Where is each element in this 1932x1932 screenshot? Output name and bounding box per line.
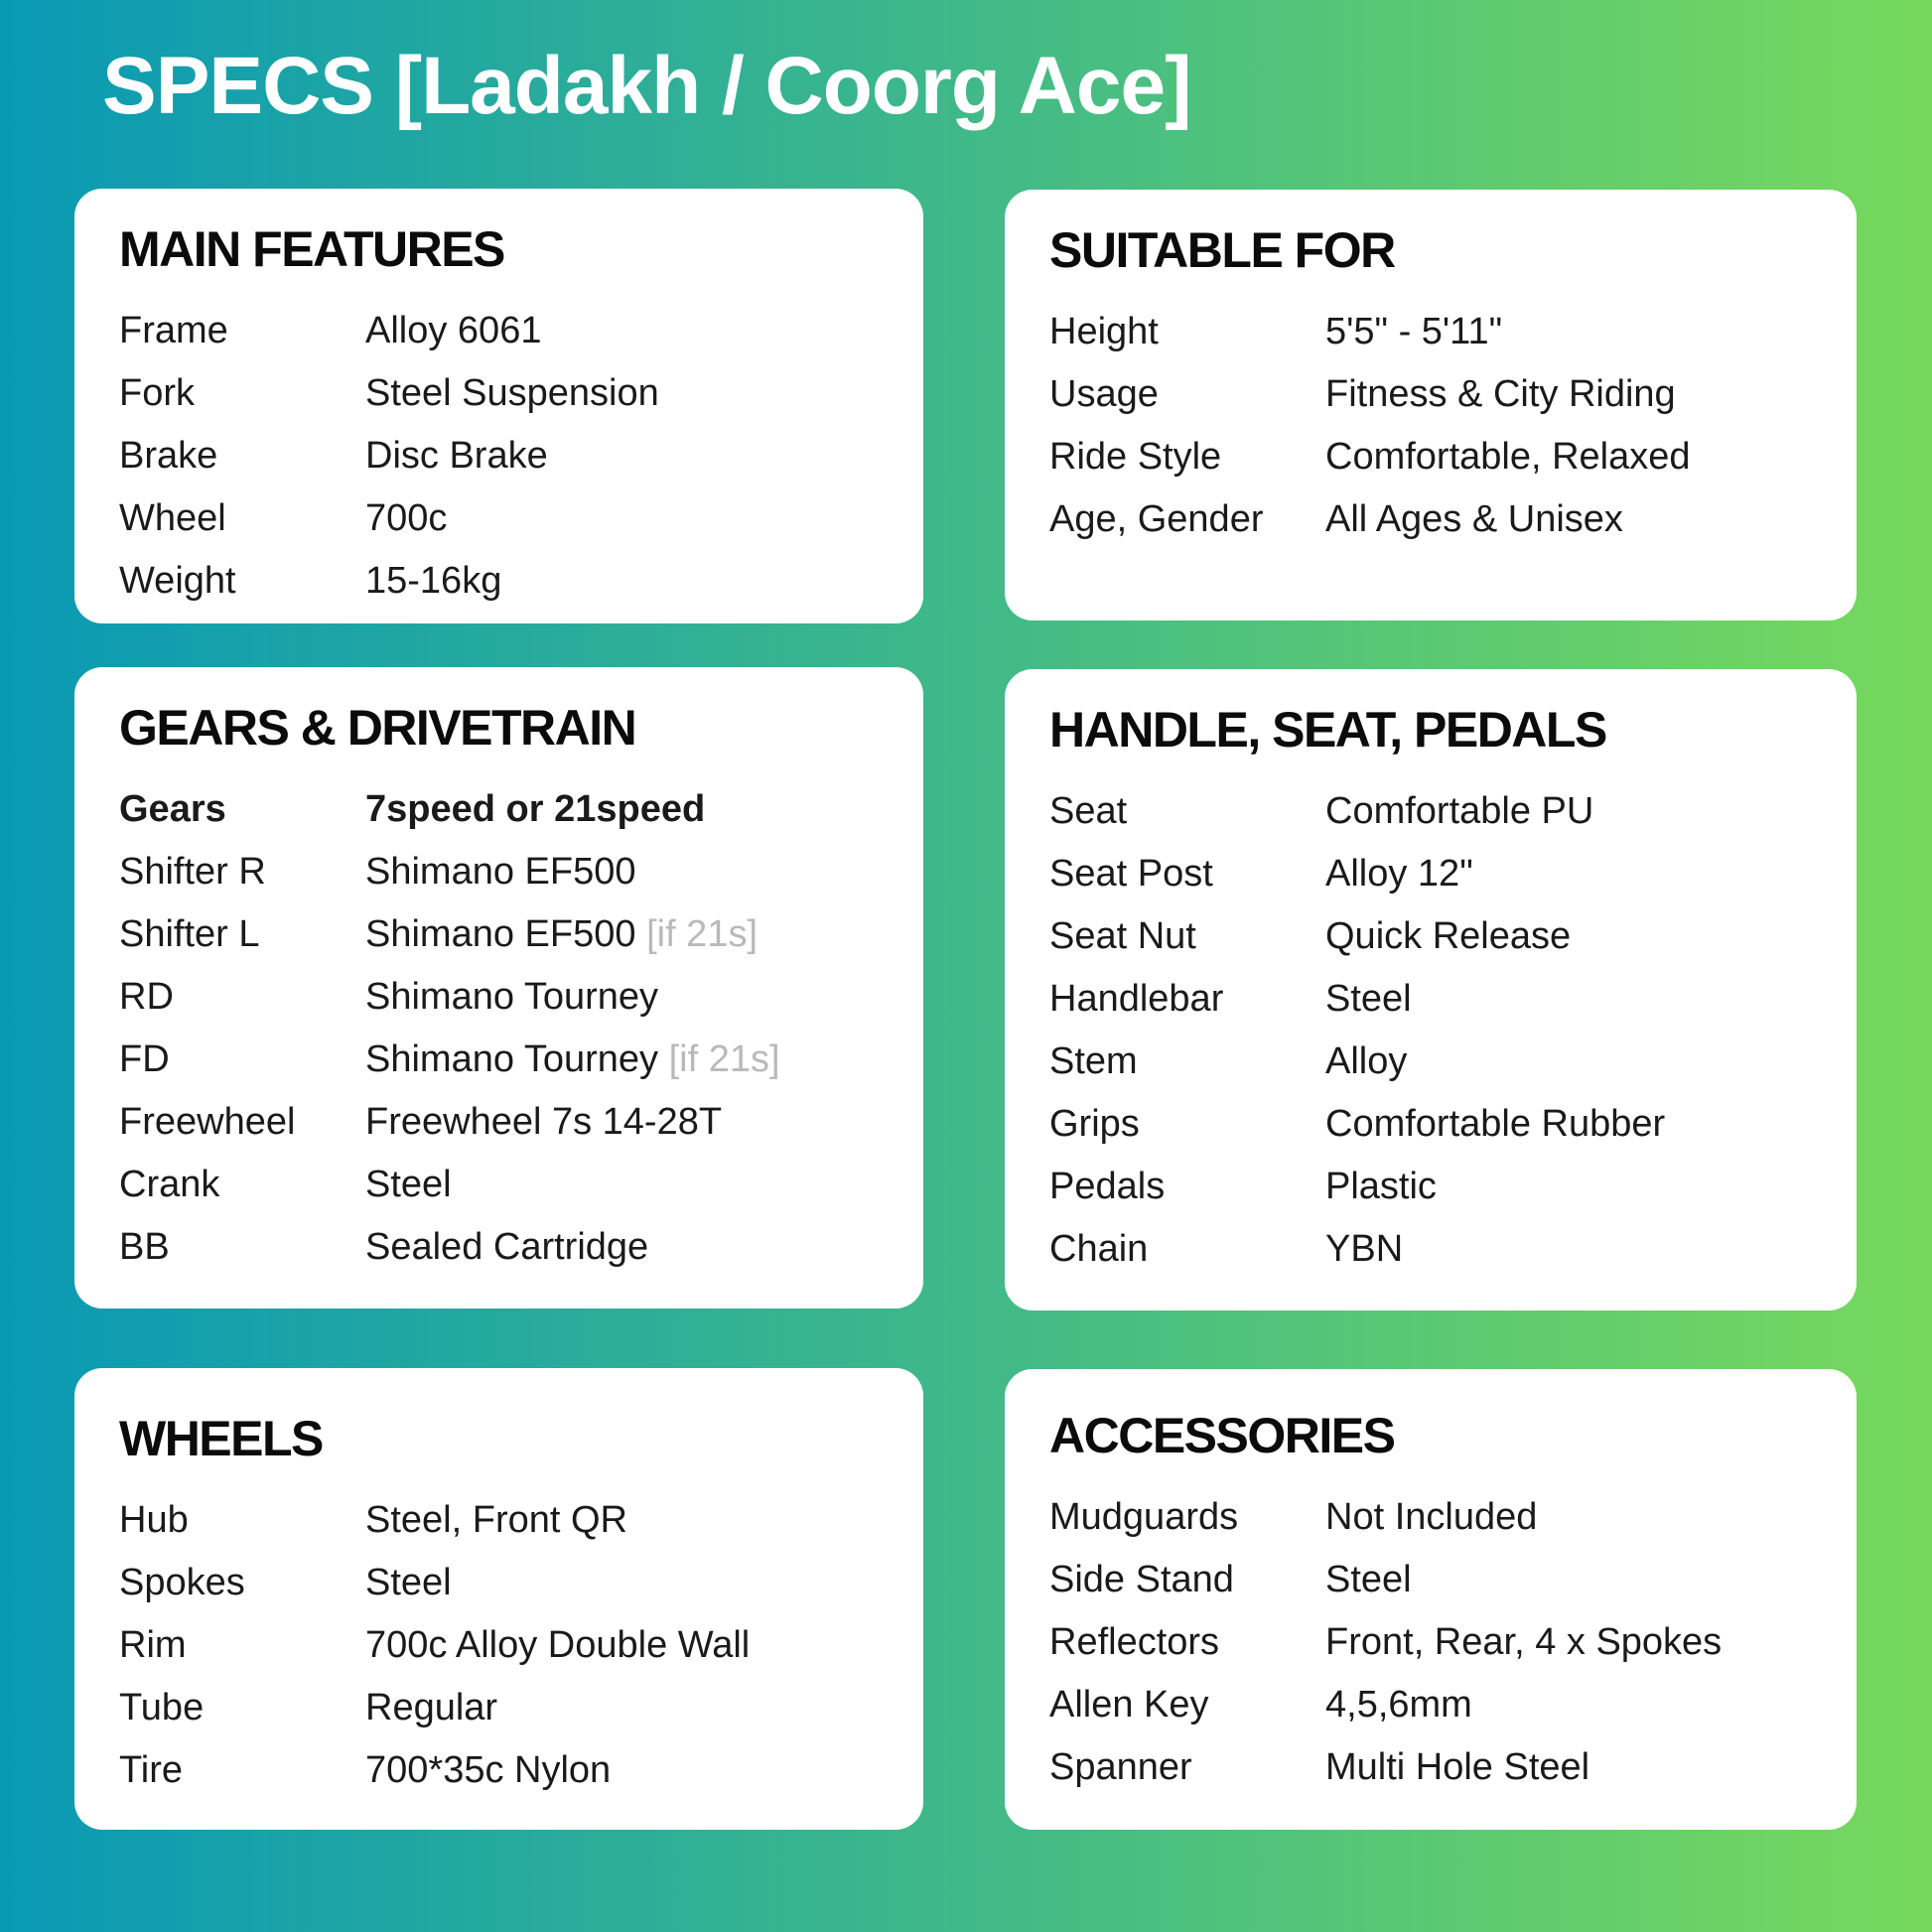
spec-value-note: [if 21s] [646,912,759,955]
spec-value [365,1100,884,1143]
spec-value-text: Steel [365,1163,452,1205]
spec-label: Spokes [119,1561,245,1603]
spec-row [1049,904,1817,967]
spec-label: Shifter R [119,850,266,893]
spec-row [119,1215,884,1278]
spec-value [365,850,884,893]
spec-row [119,1738,884,1801]
spec-value-text: Shimano EF500 [365,850,636,893]
spec-row [119,965,884,1028]
spec-value-text: Freewheel 7s 14-28T [365,1100,723,1143]
spec-value-text: Comfortable PU [1325,789,1594,832]
spec-value [365,1748,884,1791]
spec-value [365,1686,884,1728]
spec-row [1049,967,1817,1030]
spec-label: RD [119,975,174,1018]
spec-value-text: Plastic [1325,1165,1437,1207]
spec-value [365,371,884,414]
spec-value-text: 4,5,6mm [1325,1683,1472,1725]
spec-label: Hub [119,1498,189,1541]
spec-row [119,902,884,965]
spec-value-text: Steel Suspension [365,371,659,414]
spec-value [1325,1102,1817,1145]
spec-label: Side Stand [1049,1558,1234,1600]
spec-row [119,1028,884,1090]
spec-label: Spanner [1049,1745,1192,1788]
spec-row [119,777,884,840]
spec-value [365,975,884,1018]
spec-row [1049,1030,1817,1092]
spec-label: Age, Gender [1049,497,1264,540]
spec-value [1325,789,1817,832]
card-title: ACCESSORIES [1049,1408,1395,1463]
spec-value-text: Fitness & City Riding [1325,372,1676,415]
spec-value-text: Quick Release [1325,914,1572,957]
spec-value-text: 700*35c Nylon [365,1748,612,1791]
spec-value-text: Alloy 12" [1325,852,1473,895]
spec-label: Chain [1049,1227,1149,1270]
spec-value [1325,1227,1817,1270]
spec-card [74,1368,923,1830]
spec-row [1049,300,1817,362]
spec-row [1049,1485,1817,1548]
spec-rows [119,1488,884,1801]
spec-value [365,1163,884,1205]
spec-label: Usage [1049,372,1159,415]
spec-label: Gears [119,787,226,830]
spec-value [1325,1620,1817,1663]
spec-row [1049,1548,1817,1610]
card-title: GEARS & DRIVETRAIN [119,700,636,756]
spec-value [365,1623,884,1666]
spec-row [1049,1092,1817,1155]
spec-value-text: Comfortable Rubber [1325,1102,1666,1145]
spec-value [365,912,884,955]
spec-value-text: 15-16kg [365,559,502,602]
spec-row [119,840,884,902]
spec-label: Allen Key [1049,1683,1209,1725]
spec-value [1325,372,1817,415]
spec-label: Freewheel [119,1100,296,1143]
spec-value-text: Steel [1325,977,1412,1020]
spec-row [119,361,884,424]
spec-row [119,1090,884,1153]
spec-value-text: 7speed or 21speed [365,787,706,830]
spec-row [119,299,884,361]
spec-value-text: Not Included [1325,1495,1538,1538]
spec-row [1049,1217,1817,1280]
spec-value-note: [if 21s] [668,1037,780,1080]
spec-label: Weight [119,559,236,602]
spec-label: Seat Post [1049,852,1213,895]
spec-rows [1049,779,1817,1280]
spec-value [1325,1558,1817,1600]
spec-value-text: Shimano Tourney [365,1037,659,1080]
spec-value [1325,497,1817,540]
spec-row [119,1613,884,1676]
spec-rows [119,299,884,612]
spec-card [74,667,923,1309]
spec-label: Tube [119,1686,205,1728]
spec-label: Seat [1049,789,1128,832]
spec-card [1005,669,1857,1311]
spec-value [1325,1039,1817,1082]
spec-label: FD [119,1037,170,1080]
spec-row [119,549,884,612]
spec-label: Stem [1049,1039,1138,1082]
spec-row [119,1676,884,1738]
spec-label: Frame [119,309,228,351]
spec-label: Wheel [119,496,226,539]
spec-value-text: Shimano EF500 [365,912,636,955]
spec-value [1325,310,1817,352]
spec-value [1325,852,1817,895]
spec-label: Height [1049,310,1159,352]
spec-label: Crank [119,1163,220,1205]
spec-label: Reflectors [1049,1620,1220,1663]
spec-card [1005,190,1857,621]
spec-row [1049,362,1817,425]
spec-row [1049,779,1817,842]
spec-value-text: All Ages & Unisex [1325,497,1623,540]
spec-value [365,1498,884,1541]
spec-card [1005,1369,1857,1830]
spec-value-text: Steel [1325,1558,1412,1600]
spec-label: BB [119,1225,170,1268]
spec-row [119,424,884,486]
spec-label: Shifter L [119,912,260,955]
spec-row [119,1153,884,1215]
spec-label: Ride Style [1049,435,1222,478]
spec-value [1325,1495,1817,1538]
spec-value [365,1561,884,1603]
page-title: SPECS [Ladakh / Coorg Ace] [102,41,1191,131]
spec-value [1325,914,1817,957]
card-title: WHEELS [119,1411,323,1466]
spec-row [1049,1155,1817,1217]
spec-value-text: Front, Rear, 4 x Spokes [1325,1620,1723,1663]
spec-value-text: Comfortable, Relaxed [1325,435,1691,478]
spec-label: Handlebar [1049,977,1224,1020]
spec-value-text: Steel, Front QR [365,1498,627,1541]
spec-row [1049,1673,1817,1735]
spec-value-text: Shimano Tourney [365,975,659,1018]
spec-row [1049,487,1817,550]
spec-value-text: Alloy 6061 [365,309,542,351]
spec-row [1049,842,1817,904]
spec-value-text: 5'5" - 5'11" [1325,310,1503,352]
spec-label: Seat Nut [1049,914,1196,957]
spec-label: Fork [119,371,195,414]
spec-label: Rim [119,1623,187,1666]
spec-row [1049,425,1817,487]
spec-value [365,434,884,477]
spec-value [365,1037,884,1080]
spec-value-text: Disc Brake [365,434,548,477]
spec-value-text: Alloy [1325,1039,1408,1082]
spec-label: Grips [1049,1102,1140,1145]
card-title: SUITABLE FOR [1049,222,1395,278]
spec-value-text: Sealed Cartridge [365,1225,649,1268]
spec-label: Mudguards [1049,1495,1239,1538]
spec-value [1325,1165,1817,1207]
spec-value-text: YBN [1325,1227,1404,1270]
spec-value [365,309,884,351]
spec-rows [1049,300,1817,550]
spec-card [74,189,923,623]
spec-rows [119,777,884,1278]
spec-value [365,1225,884,1268]
spec-value-text: 700c Alloy Double Wall [365,1623,751,1666]
card-title: MAIN FEATURES [119,221,504,277]
spec-rows [1049,1485,1817,1798]
spec-value-text: Multi Hole Steel [1325,1745,1590,1788]
spec-value [365,559,884,602]
spec-value [1325,1745,1817,1788]
spec-value [365,496,884,539]
spec-value [1325,435,1817,478]
spec-value-text: Regular [365,1686,498,1728]
spec-value [1325,1683,1817,1725]
spec-row [1049,1610,1817,1673]
spec-row [1049,1735,1817,1798]
spec-label: Brake [119,434,218,477]
spec-value [1325,977,1817,1020]
card-title: HANDLE, SEAT, PEDALS [1049,702,1606,758]
spec-value-text: 700c [365,496,448,539]
spec-row [119,1551,884,1613]
spec-label: Pedals [1049,1165,1166,1207]
spec-row [119,486,884,549]
spec-row [119,1488,884,1551]
spec-value-text: Steel [365,1561,452,1603]
spec-value [365,787,884,830]
spec-label: Tire [119,1748,184,1791]
